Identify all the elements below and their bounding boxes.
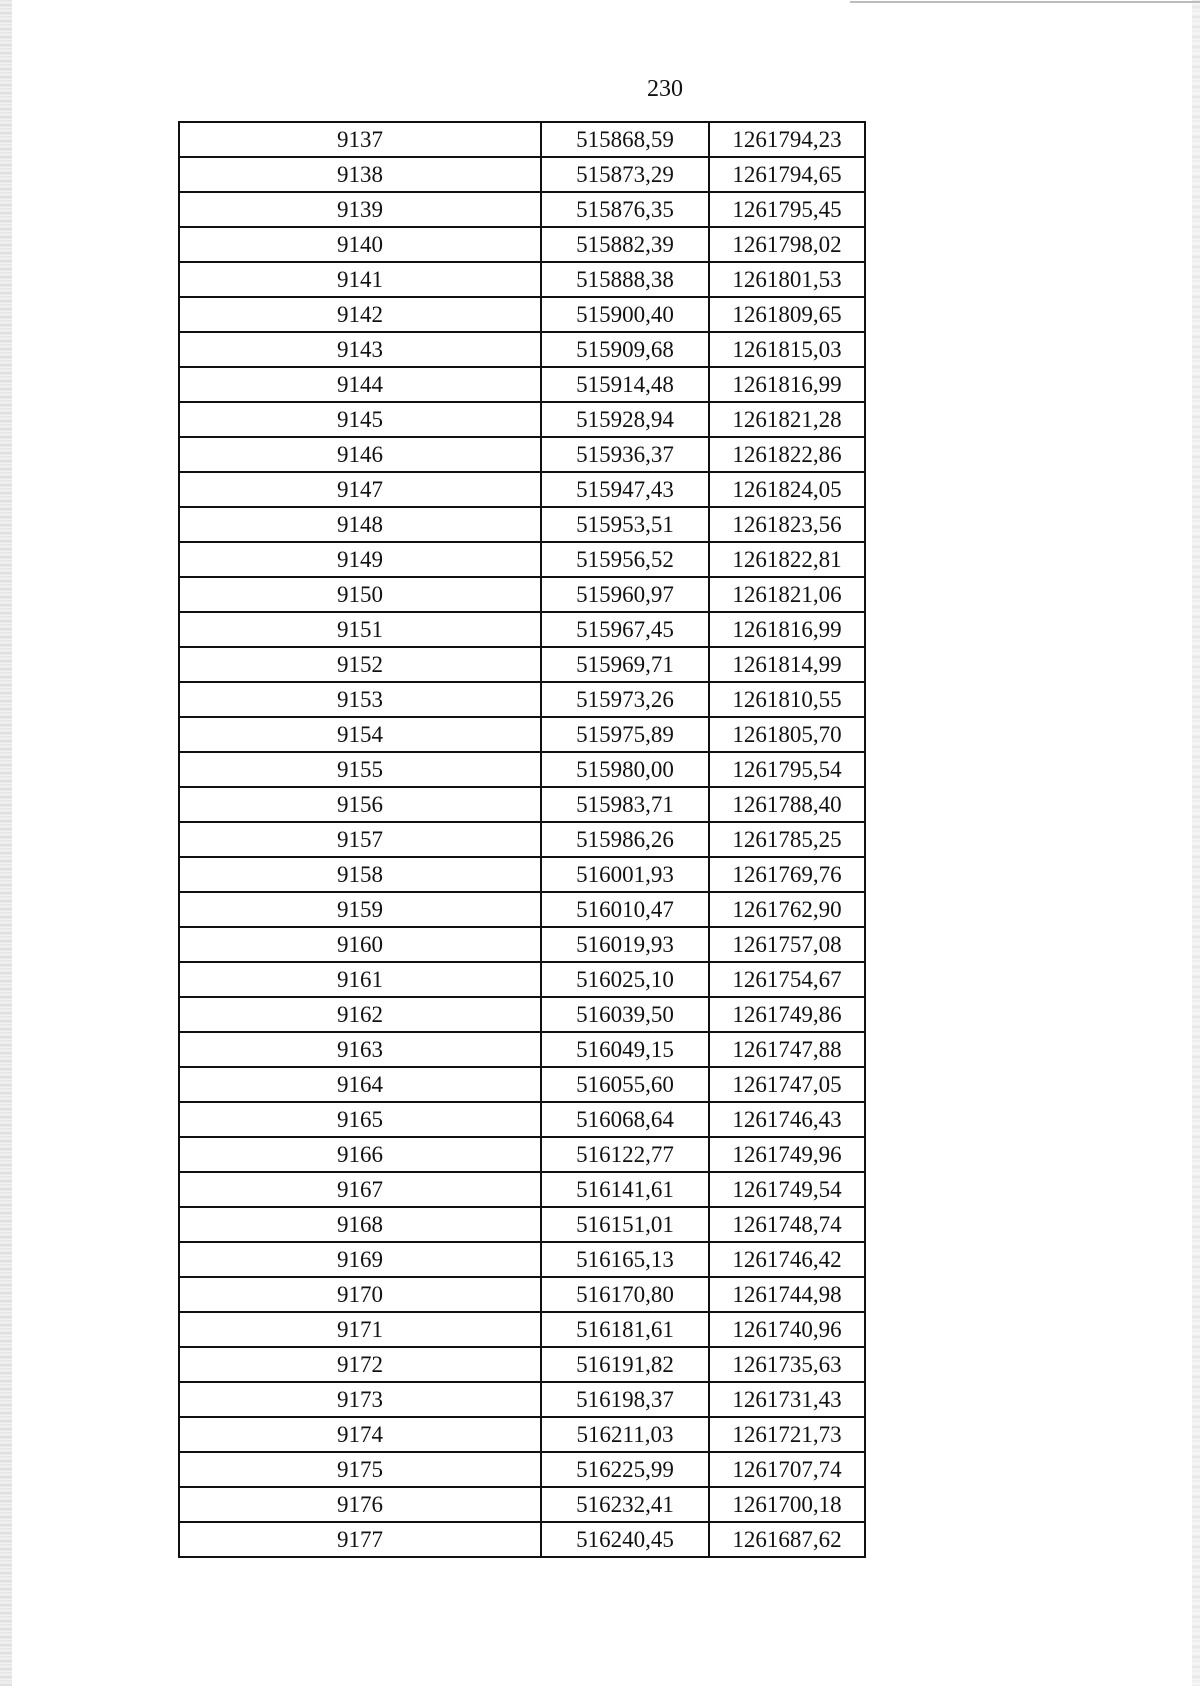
point-number-cell: 9152 — [179, 647, 541, 682]
page-number: 230 — [647, 76, 683, 102]
x-coordinate-cell: 515868,59 — [541, 122, 709, 157]
x-coordinate-cell: 515956,52 — [541, 542, 709, 577]
point-number-cell: 9149 — [179, 542, 541, 577]
point-number-cell: 9174 — [179, 1417, 541, 1452]
table-row — [179, 1172, 865, 1207]
y-coordinate-cell: 1261762,90 — [709, 892, 865, 927]
y-coordinate-cell: 1261794,65 — [709, 157, 865, 192]
table-row — [179, 542, 865, 577]
table-row — [179, 752, 865, 787]
y-coordinate-cell: 1261707,74 — [709, 1452, 865, 1487]
point-number-cell: 9168 — [179, 1207, 541, 1242]
table-row — [179, 612, 865, 647]
x-coordinate-cell: 516025,10 — [541, 962, 709, 997]
x-coordinate-cell: 516232,41 — [541, 1487, 709, 1522]
point-number-cell: 9145 — [179, 402, 541, 437]
point-number-cell: 9148 — [179, 507, 541, 542]
point-number-cell: 9153 — [179, 682, 541, 717]
x-coordinate-cell: 516165,13 — [541, 1242, 709, 1277]
point-number-cell: 9170 — [179, 1277, 541, 1312]
table-row — [179, 647, 865, 682]
x-coordinate-cell: 516122,77 — [541, 1137, 709, 1172]
y-coordinate-cell: 1261749,54 — [709, 1172, 865, 1207]
table-row — [179, 332, 865, 367]
table-row — [179, 962, 865, 997]
scan-edge-right — [1192, 0, 1200, 1686]
x-coordinate-cell: 516049,15 — [541, 1032, 709, 1067]
table-row — [179, 1032, 865, 1067]
point-number-cell: 9171 — [179, 1312, 541, 1347]
y-coordinate-cell: 1261822,81 — [709, 542, 865, 577]
point-number-cell: 9142 — [179, 297, 541, 332]
x-coordinate-cell: 516068,64 — [541, 1102, 709, 1137]
point-number-cell: 9137 — [179, 122, 541, 157]
point-number-cell: 9156 — [179, 787, 541, 822]
x-coordinate-cell: 515986,26 — [541, 822, 709, 857]
table-row — [179, 227, 865, 262]
y-coordinate-cell: 1261746,43 — [709, 1102, 865, 1137]
point-number-cell: 9146 — [179, 437, 541, 472]
point-number-cell: 9150 — [179, 577, 541, 612]
table-row — [179, 1277, 865, 1312]
table-row — [179, 472, 865, 507]
x-coordinate-cell: 515928,94 — [541, 402, 709, 437]
point-number-cell: 9139 — [179, 192, 541, 227]
table-row — [179, 787, 865, 822]
y-coordinate-cell: 1261731,43 — [709, 1382, 865, 1417]
point-number-cell: 9163 — [179, 1032, 541, 1067]
table-row — [179, 157, 865, 192]
table-row — [179, 122, 865, 157]
x-coordinate-cell: 515876,35 — [541, 192, 709, 227]
y-coordinate-cell: 1261801,53 — [709, 262, 865, 297]
point-number-cell: 9164 — [179, 1067, 541, 1102]
y-coordinate-cell: 1261805,70 — [709, 717, 865, 752]
x-coordinate-cell: 516191,82 — [541, 1347, 709, 1382]
y-coordinate-cell: 1261822,86 — [709, 437, 865, 472]
x-coordinate-cell: 515882,39 — [541, 227, 709, 262]
x-coordinate-cell: 515909,68 — [541, 332, 709, 367]
y-coordinate-cell: 1261814,99 — [709, 647, 865, 682]
x-coordinate-cell: 515947,43 — [541, 472, 709, 507]
y-coordinate-cell: 1261821,28 — [709, 402, 865, 437]
x-coordinate-cell: 516151,01 — [541, 1207, 709, 1242]
y-coordinate-cell: 1261735,63 — [709, 1347, 865, 1382]
x-coordinate-cell: 515953,51 — [541, 507, 709, 542]
point-number-cell: 9154 — [179, 717, 541, 752]
coordinates-table — [178, 121, 866, 1558]
y-coordinate-cell: 1261747,88 — [709, 1032, 865, 1067]
x-coordinate-cell: 516055,60 — [541, 1067, 709, 1102]
y-coordinate-cell: 1261815,03 — [709, 332, 865, 367]
y-coordinate-cell: 1261721,73 — [709, 1417, 865, 1452]
x-coordinate-cell: 516240,45 — [541, 1522, 709, 1557]
point-number-cell: 9147 — [179, 472, 541, 507]
table-row — [179, 1382, 865, 1417]
point-number-cell: 9140 — [179, 227, 541, 262]
table-row — [179, 437, 865, 472]
x-coordinate-cell: 516010,47 — [541, 892, 709, 927]
table-row — [179, 1522, 865, 1557]
x-coordinate-cell: 515975,89 — [541, 717, 709, 752]
table-row — [179, 1242, 865, 1277]
table-row — [179, 297, 865, 332]
y-coordinate-cell: 1261788,40 — [709, 787, 865, 822]
table-row — [179, 192, 865, 227]
x-coordinate-cell: 515873,29 — [541, 157, 709, 192]
point-number-cell: 9159 — [179, 892, 541, 927]
x-coordinate-cell: 515914,48 — [541, 367, 709, 402]
x-coordinate-cell: 515969,71 — [541, 647, 709, 682]
y-coordinate-cell: 1261795,54 — [709, 752, 865, 787]
y-coordinate-cell: 1261700,18 — [709, 1487, 865, 1522]
x-coordinate-cell: 515973,26 — [541, 682, 709, 717]
x-coordinate-cell: 515888,38 — [541, 262, 709, 297]
x-coordinate-cell: 515900,40 — [541, 297, 709, 332]
table-row — [179, 1347, 865, 1382]
point-number-cell: 9157 — [179, 822, 541, 857]
y-coordinate-cell: 1261749,86 — [709, 997, 865, 1032]
table-row — [179, 1102, 865, 1137]
point-number-cell: 9144 — [179, 367, 541, 402]
table-row — [179, 402, 865, 437]
point-number-cell: 9169 — [179, 1242, 541, 1277]
y-coordinate-cell: 1261769,76 — [709, 857, 865, 892]
point-number-cell: 9165 — [179, 1102, 541, 1137]
table-row — [179, 892, 865, 927]
table-row — [179, 997, 865, 1032]
x-coordinate-cell: 516198,37 — [541, 1382, 709, 1417]
y-coordinate-cell: 1261785,25 — [709, 822, 865, 857]
y-coordinate-cell: 1261798,02 — [709, 227, 865, 262]
y-coordinate-cell: 1261795,45 — [709, 192, 865, 227]
point-number-cell: 9172 — [179, 1347, 541, 1382]
table-row — [179, 1207, 865, 1242]
point-number-cell: 9166 — [179, 1137, 541, 1172]
y-coordinate-cell: 1261816,99 — [709, 612, 865, 647]
table-row — [179, 717, 865, 752]
point-number-cell: 9141 — [179, 262, 541, 297]
table-row — [179, 1312, 865, 1347]
table-row — [179, 1067, 865, 1102]
y-coordinate-cell: 1261746,42 — [709, 1242, 865, 1277]
x-coordinate-cell: 516141,61 — [541, 1172, 709, 1207]
table-row — [179, 577, 865, 612]
y-coordinate-cell: 1261747,05 — [709, 1067, 865, 1102]
table-row — [179, 822, 865, 857]
y-coordinate-cell: 1261740,96 — [709, 1312, 865, 1347]
x-coordinate-cell: 515967,45 — [541, 612, 709, 647]
y-coordinate-cell: 1261816,99 — [709, 367, 865, 402]
point-number-cell: 9161 — [179, 962, 541, 997]
table-row — [179, 1137, 865, 1172]
point-number-cell: 9175 — [179, 1452, 541, 1487]
y-coordinate-cell: 1261748,74 — [709, 1207, 865, 1242]
table-row — [179, 1487, 865, 1522]
point-number-cell: 9162 — [179, 997, 541, 1032]
x-coordinate-cell: 515960,97 — [541, 577, 709, 612]
point-number-cell: 9177 — [179, 1522, 541, 1557]
coordinates-table-body — [179, 122, 865, 1557]
table-row — [179, 507, 865, 542]
y-coordinate-cell: 1261794,23 — [709, 122, 865, 157]
table-row — [179, 1452, 865, 1487]
x-coordinate-cell: 515980,00 — [541, 752, 709, 787]
x-coordinate-cell: 516181,61 — [541, 1312, 709, 1347]
table-row — [179, 857, 865, 892]
x-coordinate-cell: 516039,50 — [541, 997, 709, 1032]
x-coordinate-cell: 516001,93 — [541, 857, 709, 892]
y-coordinate-cell: 1261754,67 — [709, 962, 865, 997]
point-number-cell: 9143 — [179, 332, 541, 367]
y-coordinate-cell: 1261744,98 — [709, 1277, 865, 1312]
point-number-cell: 9167 — [179, 1172, 541, 1207]
y-coordinate-cell: 1261749,96 — [709, 1137, 865, 1172]
y-coordinate-cell: 1261823,56 — [709, 507, 865, 542]
y-coordinate-cell: 1261757,08 — [709, 927, 865, 962]
table-row — [179, 262, 865, 297]
y-coordinate-cell: 1261821,06 — [709, 577, 865, 612]
x-coordinate-cell: 515936,37 — [541, 437, 709, 472]
table-row — [179, 927, 865, 962]
point-number-cell: 9138 — [179, 157, 541, 192]
point-number-cell: 9160 — [179, 927, 541, 962]
y-coordinate-cell: 1261824,05 — [709, 472, 865, 507]
y-coordinate-cell: 1261809,65 — [709, 297, 865, 332]
x-coordinate-cell: 516019,93 — [541, 927, 709, 962]
point-number-cell: 9173 — [179, 1382, 541, 1417]
x-coordinate-cell: 516170,80 — [541, 1277, 709, 1312]
x-coordinate-cell: 516211,03 — [541, 1417, 709, 1452]
point-number-cell: 9176 — [179, 1487, 541, 1522]
y-coordinate-cell: 1261687,62 — [709, 1522, 865, 1557]
y-coordinate-cell: 1261810,55 — [709, 682, 865, 717]
x-coordinate-cell: 516225,99 — [541, 1452, 709, 1487]
x-coordinate-cell: 515983,71 — [541, 787, 709, 822]
scan-edge-left — [0, 0, 12, 1686]
table-row — [179, 367, 865, 402]
table-row — [179, 1417, 865, 1452]
point-number-cell: 9155 — [179, 752, 541, 787]
point-number-cell: 9158 — [179, 857, 541, 892]
table-row — [179, 682, 865, 717]
scan-top-line — [850, 1, 1200, 3]
point-number-cell: 9151 — [179, 612, 541, 647]
